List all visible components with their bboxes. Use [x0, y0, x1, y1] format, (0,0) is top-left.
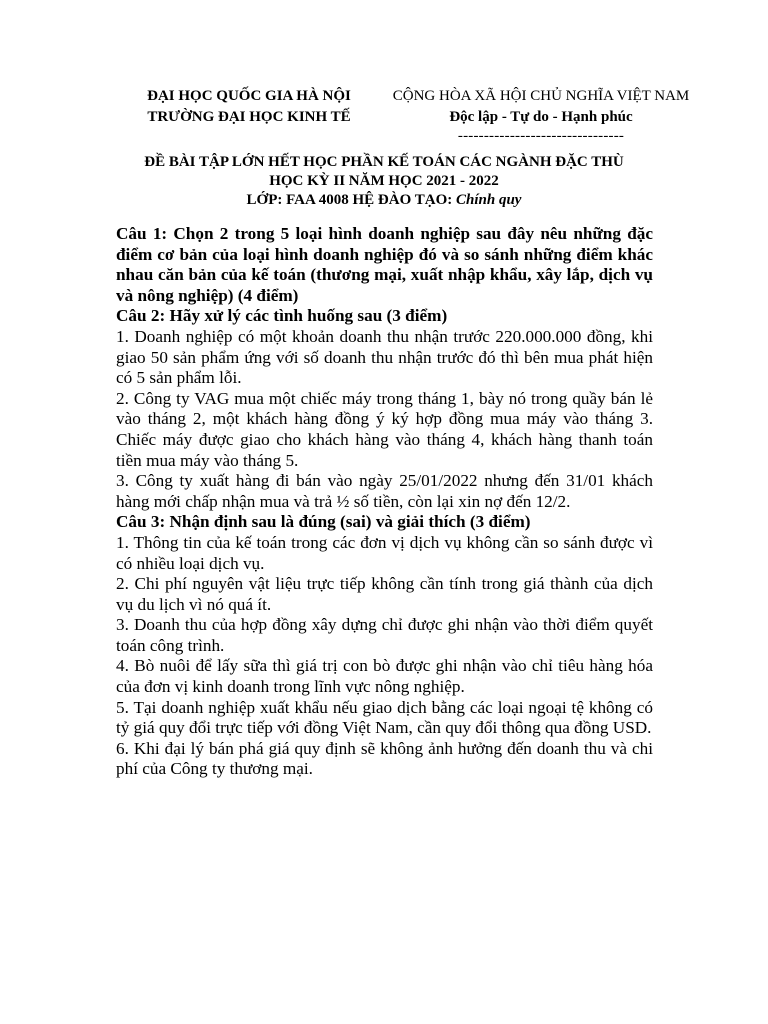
question-3-item: 2. Chi phí nguyên vật liệu trực tiếp không cần tính trong giá thành của dịch vụ du lịch vì nó quá ít.: [116, 574, 653, 614]
country-name: CỘNG HÒA XÃ HỘI CHỦ NGHĨA VIỆT NAM: [392, 88, 690, 104]
semester-line: HỌC KỲ II NĂM HỌC 2021 - 2022: [269, 173, 499, 189]
school-name: TRƯỜNG ĐẠI HỌC KINH TẾ: [147, 109, 351, 125]
question-3-item: 1. Thông tin của kế toán trong các đơn vị dịch vụ không cần so sánh được vì có nhiều loại dịch vụ.: [116, 532, 653, 573]
question-3-item: 6. Khi đại lý bán phá giá quy định sẽ không ảnh hưởng đến doanh thu và chi phí của Công ty thương mại.: [116, 738, 653, 779]
class-line: [118, 191, 650, 210]
question-2-item: 2. Công ty VAG mua một chiếc máy trong tháng 1, bày nó trong quầy bán lẻ vào tháng 2, một khách hàng đồng ý ký hợp đồng mua máy vào tháng 3. Chiếc máy được giao cho khách hàng vào tháng 4, khách hàng thanh toán tiền mua máy vào tháng 5.: [116, 388, 653, 470]
exam-title: ĐỀ BÀI TẬP LỚN HẾT HỌC PHẦN KẾ TOÁN CÁC NGÀNH ĐẶC THÙ: [144, 154, 624, 170]
national-motto: Độc lập - Tự do - Hạnh phúc: [449, 109, 633, 125]
program-type: Chính quy: [456, 192, 522, 208]
class-label: LỚP: FAA 4008 HỆ ĐÀO TẠO:: [246, 192, 456, 208]
question-1: Câu 1: Chọn 2 trong 5 loại hình doanh nghiệp sau đây nêu những đặc điểm cơ bản của loại hình doanh nghiệp đó và so sánh những điểm khác nhau căn bản của kế toán (thương mại, xuất nhập khẩu, xây lắp, dịch vụ và nông nghiệp) (4 điểm): [116, 224, 653, 305]
question-3-item: 5. Tại doanh nghiệp xuất khẩu nếu giao dịch bằng các loại ngoại tệ không có tỷ giá quy đổi trực tiếp với đồng Việt Nam, cần quy đổi thông qua đồng USD.: [116, 697, 653, 738]
question-3-item: 3. Doanh thu của hợp đồng xây dựng chỉ được ghi nhận vào thời điểm quyết toán công trình.: [116, 615, 653, 655]
university-name: ĐẠI HỌC QUỐC GIA HÀ NỘI: [147, 88, 351, 104]
exam-content: [116, 224, 653, 780]
header-national: [380, 86, 702, 144]
motto-underline: --------------------------------: [457, 128, 625, 144]
exam-title-block: [118, 153, 650, 210]
question-2: Câu 2: Hãy xử lý các tình huống sau (3 điểm): [116, 306, 448, 326]
question-3-item: 4. Bò nuôi để lấy sữa thì giá trị con bò được ghi nhận vào chỉ tiêu hàng hóa của đơn vị kinh doanh trong lĩnh vực nông nghiệp.: [116, 656, 653, 697]
question-2-item: 1. Doanh nghiệp có một khoản doanh thu nhận trước 220.000.000 đồng, khi giao 50 sản phẩm ứng với số doanh thu nhận trước đó thì bên mua phát hiện có 5 sản phẩm lỗi.: [116, 326, 653, 388]
header-institution: [118, 86, 380, 128]
question-3: Câu 3: Nhận định sau là đúng (sai) và giải thích (3 điểm): [116, 512, 531, 532]
question-2-item: 3. Công ty xuất hàng đi bán vào ngày 25/01/2022 nhưng đến 31/01 khách hàng mới chấp nhận mua và trả ½ số tiền, còn lại xin nợ đến 12/2.: [116, 471, 653, 511]
